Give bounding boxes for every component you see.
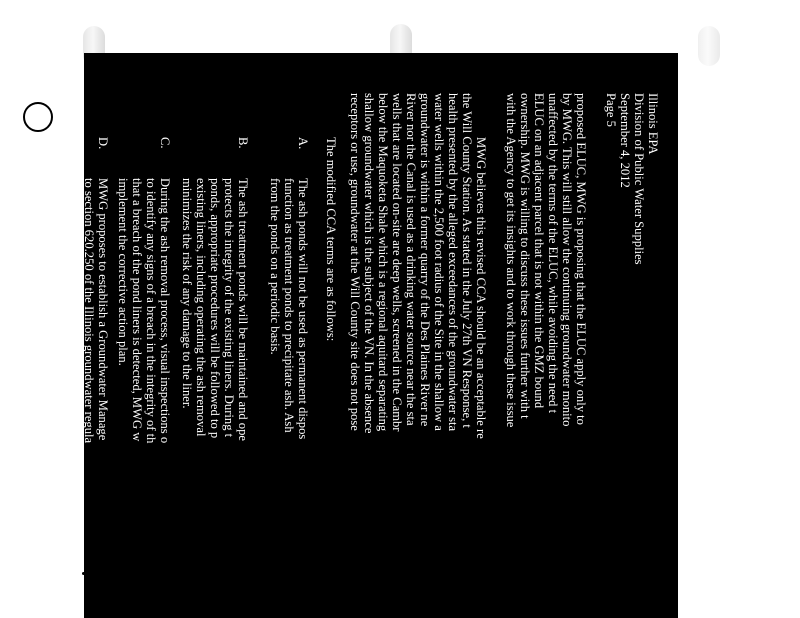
list-item-line: to identify any signs of a breach in the integrity of th — [144, 178, 158, 444]
paragraph-line: River nor the Canal is used as a drinking water source near the sta — [404, 93, 418, 426]
list-item-line: The ash treatment ponds will be maintained and ope — [236, 178, 250, 441]
sub-list-line: The proposed eastern, western and vertical bo — [20, 218, 34, 450]
paragraph-line: wells that are located on-site are deep wells, screened in the Cambr — [390, 93, 404, 432]
list-item-line: to section 620.250 of the Illinois groundwater regula — [82, 178, 96, 444]
paragraph-line: unaffected by the terms of the ELUC, while avoiding the need t — [546, 93, 560, 414]
paragraph-line: with the Agency to get its insights and to work through these issue — [504, 93, 518, 428]
sub-list-marker: a. — [20, 178, 34, 187]
paragraph-line: ownership. MWG is willing to discuss these issues further with t — [518, 93, 532, 419]
list-item-line: protects the integrity of the existing liners. During t — [222, 178, 236, 438]
list-item-line: The ash ponds will not be used as permanent dispos — [296, 178, 310, 440]
list-marker: D. — [96, 137, 110, 150]
paragraph-line: ELUC on an adjacent parcel that is not within the GMZ bound — [532, 93, 546, 409]
list-item-line: that a breach of the pond liners is detected, MWG w — [130, 178, 144, 442]
header-line: September 4, 2012 — [618, 93, 632, 188]
list-item-line: implement the corrective action plan. — [116, 178, 130, 366]
paragraph-line: health presented by the alleged exceedances of the groundwater sta — [446, 93, 460, 432]
paragraph-line: MWG believes this revised CCA should be an acceptable re — [474, 137, 488, 439]
punch-hole-mark — [698, 26, 720, 66]
paragraph-line: shallow groundwater which is the subject of the VN. In the absence — [362, 93, 376, 434]
header-line: Illinois EPA — [646, 93, 660, 155]
paragraph-line: proposed ELUC, MWG is proposing that the ELUC apply only to — [574, 93, 588, 425]
list-item-line: from the ponds on a periodic basis. — [268, 178, 282, 355]
list-item-line: MWG proposes to establish a Groundwater Manage — [96, 178, 110, 441]
paragraph-line: groundwater is within a former quarry of the Des Plaines River ne — [418, 93, 432, 427]
header-line: Page 5 — [604, 93, 618, 127]
list-item-line: 620.250. MWG will use its best efforts to obtain the — [68, 178, 82, 441]
list-item-line: existing liners, including operating the ash removal — [194, 178, 208, 437]
list-marker: C. — [158, 137, 172, 149]
list-marker: A. — [296, 137, 310, 150]
list-marker: B. — [236, 137, 250, 149]
list-item-line: minimizes the risk of any damage to the liner. — [180, 178, 194, 409]
list-intro: The modified CCA terms are as follows: — [324, 137, 338, 342]
circle-mark — [23, 102, 53, 132]
list-item-line: function as treatment ponds to precipitate ash. Ash — [282, 178, 296, 433]
rotated-text-block — [6, 53, 678, 618]
paragraph-line: the Will County Station. As stated in the July 27th VN Response, t — [460, 93, 474, 428]
paragraph-line: below the Maquoketa Shale which is a regional aquitard separating — [376, 93, 390, 432]
paragraph-line: water wells within the 2,500 foot radius of the Site in the shallow a — [432, 93, 446, 431]
inverted-document-page — [6, 53, 678, 618]
sub-list-line: dimensional GMZ are defined as follows: — [6, 218, 20, 429]
list-item-line: ("ComEd") from the owner. — [40, 178, 54, 319]
list-item-line: ponds, appropriate procedures will be followed to p — [208, 178, 222, 439]
list-item-line: portion of the proposed GMZ which is owned by Co — [54, 178, 68, 443]
list-item-line: During the ash removal process, visual inspections o — [158, 178, 172, 444]
header-line: Division of Public Water Supplies — [632, 93, 646, 265]
paragraph-line: by MWG. This will still allow the continuing groundwater monito — [560, 93, 574, 427]
paragraph-line: receptors or use, groundwater at the Will County site does not pose — [348, 93, 362, 431]
